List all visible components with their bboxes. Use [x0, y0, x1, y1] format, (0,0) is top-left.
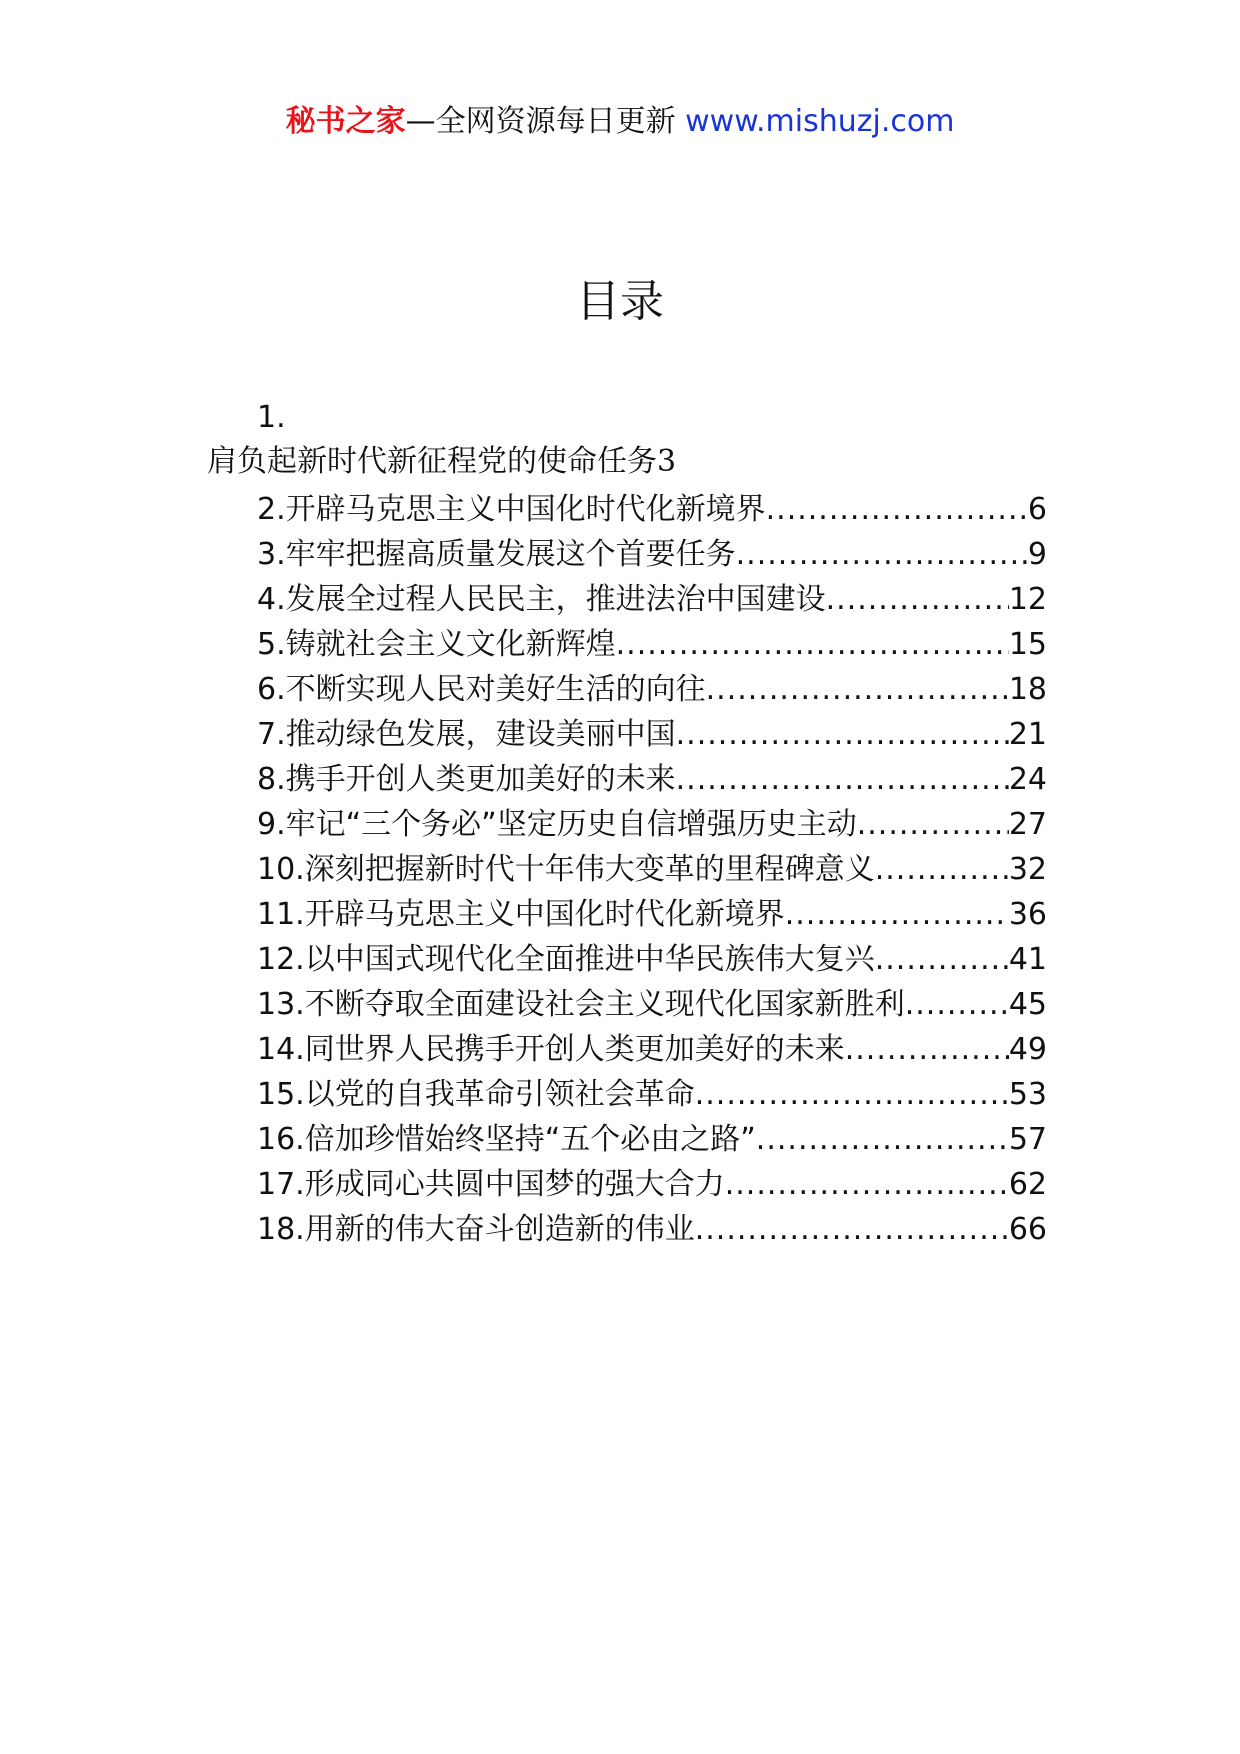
- toc-entry-page: 18: [1008, 672, 1047, 707]
- dot-leader: [695, 1207, 1009, 1252]
- toc-entry-label: 12.以中国式现代化全面推进中华民族伟大复兴: [257, 942, 875, 977]
- header-tagline: —全网资源每日更新: [405, 104, 676, 139]
- toc-entry[interactable]: [257, 1027, 1047, 1072]
- toc-entry-label: 3.牢牢把握高质量发展这个首要任务: [257, 537, 736, 572]
- toc-entry-page: 41: [1008, 942, 1047, 977]
- toc-entry[interactable]: [257, 1207, 1047, 1252]
- dot-leader: [725, 1162, 1009, 1207]
- dot-leader: [875, 937, 1009, 982]
- toc-entry-label: 2.开辟马克思主义中国化时代化新境界: [257, 492, 766, 527]
- toc-entry-page: 62: [1008, 1167, 1047, 1202]
- toc-entry-label: 17.形成同心共圆中国梦的强大合力: [257, 1167, 725, 1202]
- dot-leader: [857, 802, 1009, 847]
- toc-entry-page: 53: [1008, 1077, 1047, 1112]
- toc-entry[interactable]: [257, 937, 1047, 982]
- dot-leader: [676, 712, 1009, 757]
- toc-entry-page: 24: [1008, 762, 1047, 797]
- dot-leader: [736, 532, 1028, 577]
- toc-entry-page: 32: [1008, 852, 1047, 887]
- toc-entry[interactable]: [257, 532, 1047, 577]
- toc-entry[interactable]: [257, 847, 1047, 892]
- toc-entry-label: 14.同世界人民携手开创人类更加美好的未来: [257, 1032, 845, 1067]
- toc-entry-1-label: 肩负起新时代新征程党的使命任务: [207, 444, 657, 479]
- toc-entry[interactable]: [257, 802, 1047, 847]
- dot-leader: [706, 667, 1009, 712]
- toc-entry-label: 4.发展全过程人民民主，推进法治中国建设: [257, 582, 826, 617]
- toc-entry[interactable]: [257, 982, 1047, 1027]
- toc-entry-page: 57: [1008, 1122, 1047, 1157]
- toc-entry[interactable]: [257, 1162, 1047, 1207]
- toc-entry-label: 13.不断夺取全面建设社会主义现代化国家新胜利: [257, 987, 905, 1022]
- toc-entry-list: [257, 487, 1047, 1252]
- toc-entry-1-number: 1.: [257, 400, 286, 435]
- toc-entry-label: 11.开辟马克思主义中国化时代化新境界: [257, 897, 785, 932]
- toc-entry-label: 18.用新的伟大奋斗创造新的伟业: [257, 1212, 695, 1247]
- site-header: [0, 100, 1240, 144]
- brand-name: 秘书之家: [285, 104, 406, 139]
- toc-entry[interactable]: [257, 1072, 1047, 1117]
- toc-entry-page: 66: [1008, 1212, 1047, 1247]
- toc-entry-page: 21: [1008, 717, 1047, 752]
- toc-entry-label: 6.不断实现人民对美好生活的向往: [257, 672, 706, 707]
- toc-entry-page: 49: [1008, 1032, 1047, 1067]
- toc-entry-1-page: 3: [657, 444, 677, 479]
- toc-entry[interactable]: [257, 757, 1047, 802]
- dot-leader: [785, 892, 1009, 937]
- toc-entry-label: 10.深刻把握新时代十年伟大变革的里程碑意义: [257, 852, 875, 887]
- dot-leader: [756, 1117, 1009, 1162]
- toc-entry-page: 9: [1027, 537, 1047, 572]
- toc-entry-page: 6: [1027, 492, 1047, 527]
- dot-leader: [616, 622, 1009, 667]
- toc-entry-page: 45: [1008, 987, 1047, 1022]
- toc-entry-label: 8.携手开创人类更加美好的未来: [257, 762, 676, 797]
- toc-entry-page: 12: [1008, 582, 1047, 617]
- toc-entry[interactable]: [257, 622, 1047, 667]
- dot-leader: [676, 757, 1009, 802]
- dot-leader: [695, 1072, 1009, 1117]
- toc-entry-page: 27: [1008, 807, 1047, 842]
- toc-entry[interactable]: [257, 487, 1047, 532]
- toc-entry[interactable]: [257, 712, 1047, 757]
- toc-entry[interactable]: [257, 577, 1047, 622]
- toc-entry[interactable]: [257, 1117, 1047, 1162]
- dot-leader: [826, 577, 1009, 622]
- toc-entry-label: 16.倍加珍惜始终坚持“五个必由之路”: [257, 1122, 756, 1157]
- toc-entry-page: 15: [1008, 627, 1047, 662]
- dot-leader: [905, 982, 1009, 1027]
- page-title: 目录: [576, 276, 664, 327]
- toc-entry-label: 7.推动绿色发展，建设美丽中国: [257, 717, 676, 752]
- toc-entry-label: 5.铸就社会主义文化新辉煌: [257, 627, 616, 662]
- toc-entry-label: 15.以党的自我革命引领社会革命: [257, 1077, 695, 1112]
- site-url-link[interactable]: www.mishuzj.com: [685, 104, 955, 139]
- toc-entry-1[interactable]: [207, 442, 676, 482]
- toc-entry[interactable]: [257, 667, 1047, 712]
- toc-entry-page: 36: [1008, 897, 1047, 932]
- dot-leader: [875, 847, 1009, 892]
- toc-entry[interactable]: [257, 892, 1047, 937]
- toc-entry-label: 9.牢记“三个务必”坚定历史自信增强历史主动: [257, 807, 857, 842]
- dot-leader: [766, 487, 1028, 532]
- dot-leader: [845, 1027, 1009, 1072]
